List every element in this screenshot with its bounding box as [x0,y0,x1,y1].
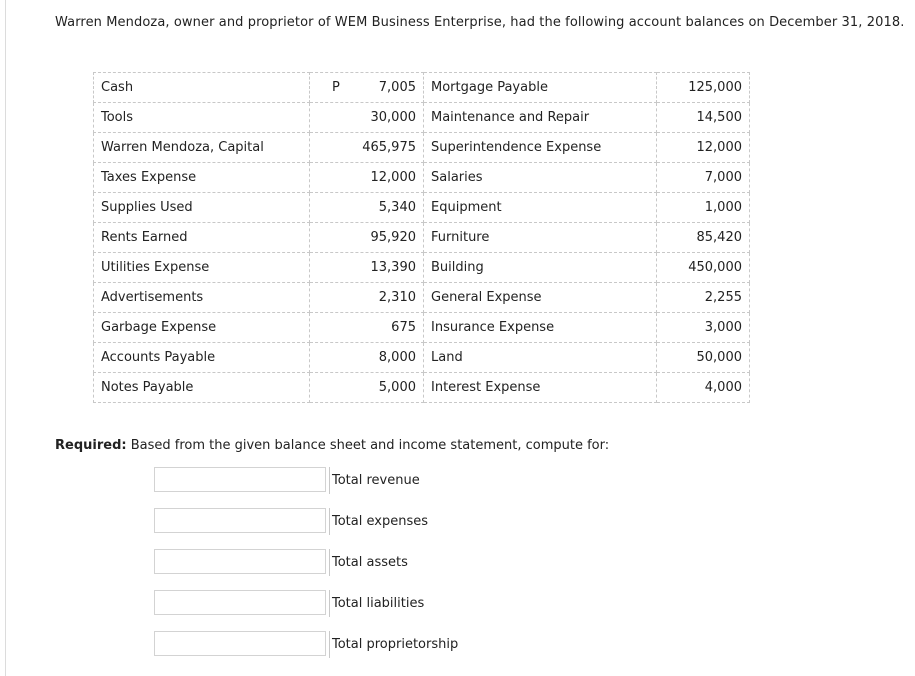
total-proprietorship-input[interactable] [154,631,326,656]
account-name: Insurance Expense [424,313,657,343]
currency-symbol: P [332,80,340,95]
account-amount: 5,000 [310,373,424,403]
account-amount: 2,310 [310,283,424,313]
total-liabilities-label: Total liabilities [329,590,424,617]
account-name: Salaries [424,163,657,193]
table-row [94,313,750,343]
account-name: General Expense [424,283,657,313]
account-name: Furniture [424,223,657,253]
account-amount: 3,000 [657,313,750,343]
account-amount: 2,255 [657,283,750,313]
table-row [94,193,750,223]
table-row [94,133,750,163]
table-row [94,163,750,193]
account-amount: 450,000 [657,253,750,283]
table-row [94,223,750,253]
account-name: Tools [94,103,310,133]
account-name: Maintenance and Repair [424,103,657,133]
account-amount: 14,500 [657,103,750,133]
required-instruction [55,438,609,453]
account-name: Utilities Expense [94,253,310,283]
page-left-border [5,0,6,676]
table-row [94,103,750,133]
account-name: Supplies Used [94,193,310,223]
total-revenue-label: Total revenue [329,467,420,494]
account-amount: 30,000 [310,103,424,133]
account-name: Interest Expense [424,373,657,403]
account-name: Rents Earned [94,223,310,253]
total-assets-label: Total assets [329,549,408,576]
account-amount [310,73,424,103]
table-row [94,253,750,283]
account-amount: 1,000 [657,193,750,223]
account-amount: 85,420 [657,223,750,253]
account-amount: 12,000 [657,133,750,163]
account-name: Advertisements [94,283,310,313]
account-amount: 465,975 [310,133,424,163]
account-name: Mortgage Payable [424,73,657,103]
account-amount: 12,000 [310,163,424,193]
table-row [94,283,750,313]
account-name: Warren Mendoza, Capital [94,133,310,163]
total-liabilities-input[interactable] [154,590,326,615]
account-name: Notes Payable [94,373,310,403]
account-amount: 125,000 [657,73,750,103]
account-name: Building [424,253,657,283]
account-amount: 4,000 [657,373,750,403]
account-amount: 13,390 [310,253,424,283]
total-proprietorship-label: Total proprietorship [329,631,458,658]
account-amount: 50,000 [657,343,750,373]
total-expenses-label: Total expenses [329,508,428,535]
total-expenses-input[interactable] [154,508,326,533]
account-amount: 95,920 [310,223,424,253]
account-name: Cash [94,73,310,103]
required-text: Based from the given balance sheet and income statement, compute for: [126,438,610,453]
account-name: Land [424,343,657,373]
problem-statement: Warren Mendoza, owner and proprietor of WEM Business Enterprise, had the following account balances on December 31, 2018. [55,15,905,30]
account-name: Taxes Expense [94,163,310,193]
table-row [94,73,750,103]
required-label: Required: [55,438,127,453]
account-amount: 675 [310,313,424,343]
account-name: Garbage Expense [94,313,310,343]
account-amount: 8,000 [310,343,424,373]
total-assets-input[interactable] [154,549,326,574]
account-name: Equipment [424,193,657,223]
account-balances-table [93,72,750,403]
table-row [94,343,750,373]
account-name: Accounts Payable [94,343,310,373]
account-name: Superintendence Expense [424,133,657,163]
amount-value: 7,005 [378,80,416,95]
account-amount: 7,000 [657,163,750,193]
table-row [94,373,750,403]
account-amount: 5,340 [310,193,424,223]
total-revenue-input[interactable] [154,467,326,492]
